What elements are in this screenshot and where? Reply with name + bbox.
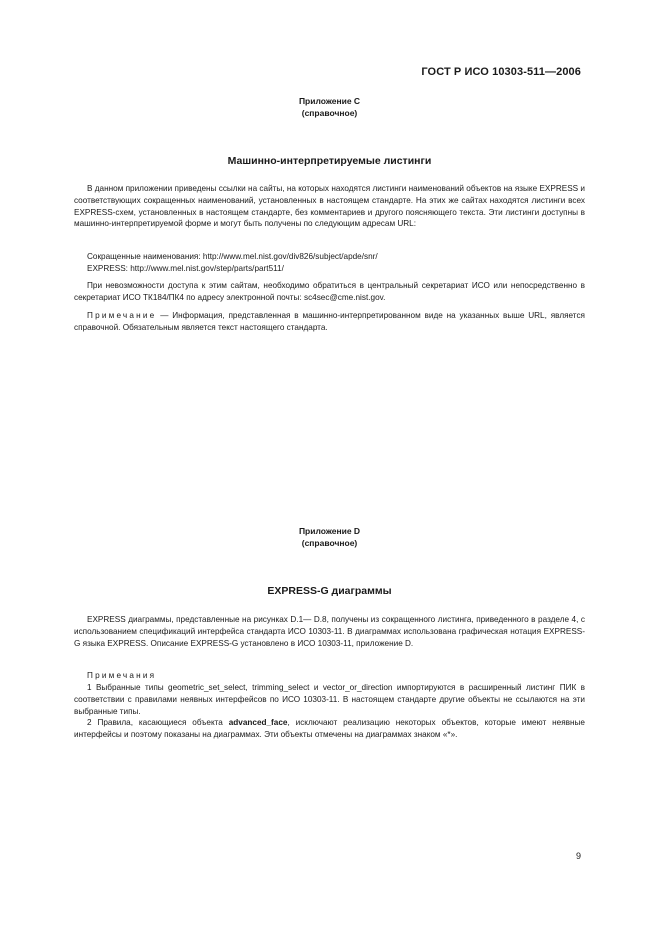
annex-d-note-2-bold: advanced_face xyxy=(228,718,288,727)
annex-d-note-2-post: , исключают реализацию некоторых объектов, которые имеют неявные интерфейсы и поэтому показаны на диаграммах. Эти объекты отмечены на диаграммах знаком «*». xyxy=(74,718,585,739)
annex-c-intro: В данном приложении приведены ссылки на сайты, на которых находятся листинги наименований объектов на языке EXPRESS и соответствующих сокращенных наименований, установленных в настоящем стандарте. На этих же сайтах находятся листинги всех EXPRESS-схем, установленных в настоящем стандарте, без комментариев и другого поясняющего текста. Эти листинги доступны в машинно-интерпретируемой форме и могут быть получены по следующим адресам URL: xyxy=(74,184,585,229)
annex-d-type: (справочное) xyxy=(301,538,358,548)
annex-d-label: Приложение D xyxy=(298,526,361,536)
annex-c-label: Приложение C xyxy=(298,96,361,106)
annex-c-url-express: EXPRESS: http://www.mel.nist.gov/step/parts/part511/ xyxy=(87,264,284,273)
annex-d-note-2-pre: 2 Правила, касающиеся объекта xyxy=(87,718,229,727)
annex-d-intro: EXPRESS диаграммы, представленные на рисунках D.1— D.8, получены из сокращенного листинга, приведенного в разделе 4, с использованием спецификаций интерфейса стандарта ИСО 10303-11. В диаграммах использована графическая нотация EXPRESS-G языка EXPRESS. Описание EXPRESS-G установлено в ИСО 10303-11, приложение D. xyxy=(74,615,585,648)
page-number: 9 xyxy=(575,851,581,861)
annex-c-type: (справочное) xyxy=(301,108,358,118)
annex-d-notes-label: Примечания xyxy=(87,671,157,680)
annex-c-note-text: — Информация, представленная в машинно-интерпретированном виде на указанных выше URL, является справочной. Обязательным является текст настоящего стандарта. xyxy=(74,311,585,332)
annex-d-note-2 xyxy=(74,717,585,741)
annex-c-contact: При невозможности доступа к этим сайтам, необходимо обратиться в центральный секретариат ИСО или непосредственно в секретариат ИСО ТК184/ПК4 по адресу электронной почты: sc4sec@cme.nist.gov. xyxy=(74,281,585,302)
annex-c-note-label: Примечание xyxy=(87,311,157,320)
annex-d-title: EXPRESS-G диаграммы xyxy=(267,585,392,597)
annex-c-url-short: Сокращенные наименования: http://www.mel.nist.gov/div826/subject/apde/snr/ xyxy=(87,252,378,261)
annex-d-heading xyxy=(74,525,585,549)
annex-c-heading xyxy=(74,95,585,119)
annex-c-title: Машинно-интерпретируемые листинги xyxy=(227,155,432,167)
annex-d-note-1: 1 Выбранные типы geometric_set_select, trimming_select и vector_or_direction импортируются в расширенный листинг ПИК в соответствии с правилами неявных интерфейсов по ИСО 10303-11. В настоящем стандарте другие объекты не ссылаются на эти выбранные типы. xyxy=(74,683,585,716)
standard-designation: ГОСТ Р ИСО 10303-511—2006 xyxy=(421,66,581,78)
annex-c-note xyxy=(74,310,585,334)
